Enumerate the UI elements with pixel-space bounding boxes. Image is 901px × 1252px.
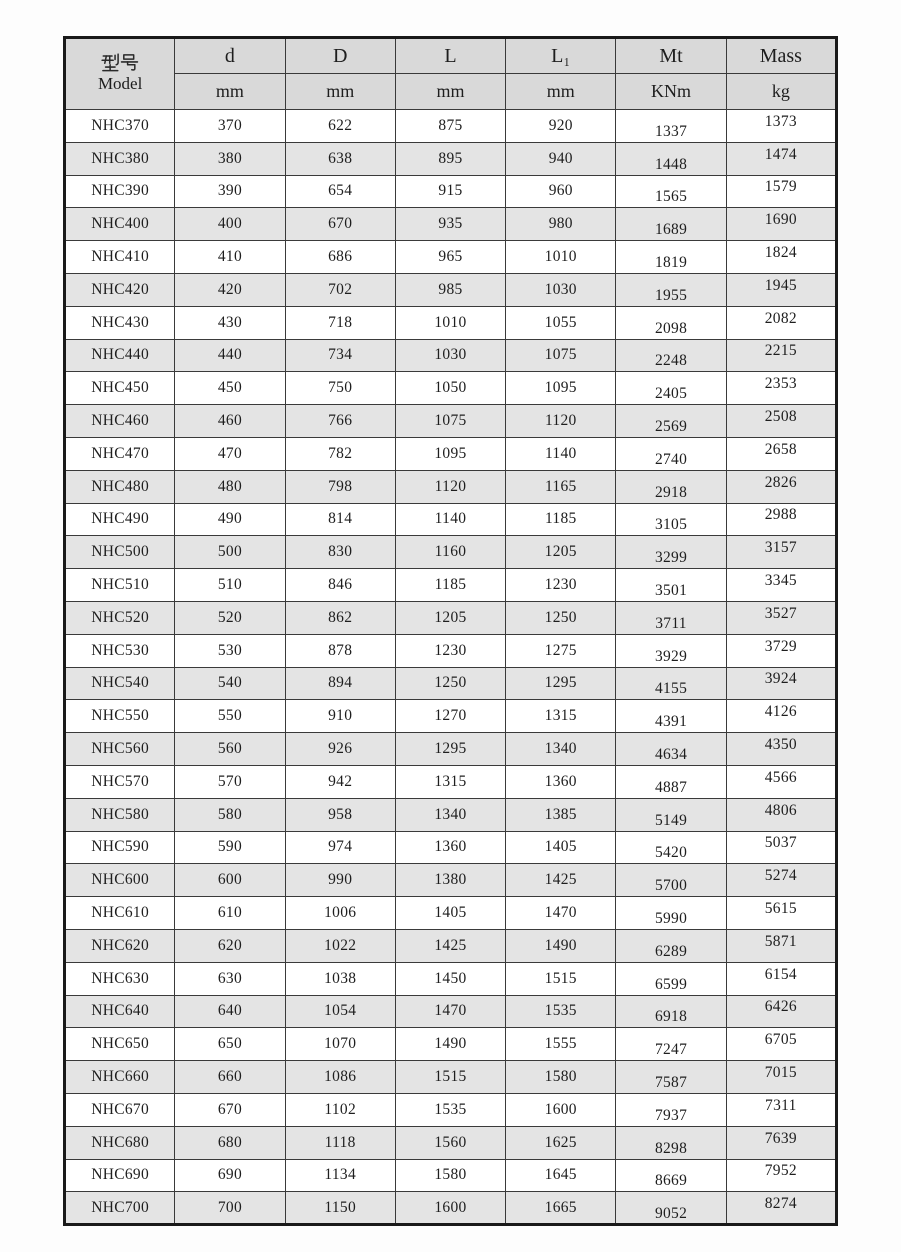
value-cell: 1086 [285,1061,395,1094]
unit-Mass: kg [726,74,836,110]
model-cell: NHC400 [65,208,175,241]
value-cell: 370 [175,110,285,143]
value-cell: 5990 [616,897,726,930]
model-cell: NHC480 [65,470,175,503]
value-cell: 915 [395,175,505,208]
table-row [65,897,837,930]
value-cell: 1380 [395,864,505,897]
value-cell: 980 [506,208,616,241]
value-cell: 1165 [506,470,616,503]
table-row [65,405,837,438]
value-cell: 686 [285,241,395,274]
value-cell: 990 [285,864,395,897]
value-cell: 490 [175,503,285,536]
value-cell: 1373 [726,110,836,143]
model-cell: NHC630 [65,962,175,995]
table-row [65,634,837,667]
value-cell: 862 [285,601,395,634]
value-cell: 5871 [726,929,836,962]
value-cell: 1945 [726,273,836,306]
model-cell: NHC700 [65,1192,175,1225]
value-cell: 1006 [285,897,395,930]
value-cell: 460 [175,405,285,438]
value-cell: 1102 [285,1093,395,1126]
value-cell: 5149 [616,798,726,831]
value-cell: 1315 [395,765,505,798]
value-cell: 1022 [285,929,395,962]
value-cell: 3157 [726,536,836,569]
value-cell: 1030 [395,339,505,372]
value-cell: 8274 [726,1192,836,1225]
value-cell: 4634 [616,733,726,766]
value-cell: 7247 [616,1028,726,1061]
value-cell: 926 [285,733,395,766]
value-cell: 2988 [726,503,836,536]
table-row [65,208,837,241]
value-cell: 6705 [726,1028,836,1061]
model-cell: NHC460 [65,405,175,438]
value-cell: 1819 [616,241,726,274]
table-row [65,1028,837,1061]
table-row [65,733,837,766]
value-cell: 4155 [616,667,726,700]
value-cell: 6289 [616,929,726,962]
model-cell: NHC440 [65,339,175,372]
value-cell: 560 [175,733,285,766]
value-cell: 1075 [395,405,505,438]
value-cell: 1160 [395,536,505,569]
model-cell: NHC680 [65,1126,175,1159]
value-cell: 3711 [616,601,726,634]
table-row [65,372,837,405]
unit-D: mm [285,74,395,110]
value-cell: 1560 [395,1126,505,1159]
value-cell: 638 [285,142,395,175]
value-cell: 1134 [285,1159,395,1192]
model-cell: NHC500 [65,536,175,569]
value-cell: 1340 [395,798,505,831]
value-cell: 1405 [506,831,616,864]
value-cell: 965 [395,241,505,274]
value-cell: 3729 [726,634,836,667]
value-cell: 875 [395,110,505,143]
value-cell: 590 [175,831,285,864]
value-cell: 1360 [506,765,616,798]
table-row [65,1159,837,1192]
model-cell: NHC650 [65,1028,175,1061]
model-cell: NHC450 [65,372,175,405]
col-header-L: L [395,38,505,74]
value-cell: 1955 [616,273,726,306]
value-cell: 1095 [506,372,616,405]
value-cell: 1450 [395,962,505,995]
value-cell: 5700 [616,864,726,897]
value-cell: 520 [175,601,285,634]
value-cell: 4887 [616,765,726,798]
table-row [65,569,837,602]
model-header-cell [65,38,175,110]
table-row [65,1126,837,1159]
table-row [65,765,837,798]
value-cell: 1205 [506,536,616,569]
value-cell: 2740 [616,437,726,470]
value-cell: 420 [175,273,285,306]
value-cell: 702 [285,273,395,306]
model-cell: NHC620 [65,929,175,962]
model-cell: NHC520 [65,601,175,634]
value-cell: 782 [285,437,395,470]
model-cell: NHC560 [65,733,175,766]
value-cell: 2248 [616,339,726,372]
value-cell: 680 [175,1126,285,1159]
value-cell: 878 [285,634,395,667]
value-cell: 1425 [395,929,505,962]
value-cell: 1565 [616,175,726,208]
value-cell: 1315 [506,700,616,733]
value-cell: 1535 [506,995,616,1028]
table-row [65,142,837,175]
model-cell: NHC430 [65,306,175,339]
value-cell: 5274 [726,864,836,897]
value-cell: 4806 [726,798,836,831]
value-cell: 540 [175,667,285,700]
model-header-zh-glyphs [100,53,140,72]
value-cell: 1555 [506,1028,616,1061]
value-cell: 1010 [506,241,616,274]
table-row [65,995,837,1028]
model-cell: NHC510 [65,569,175,602]
value-cell: 734 [285,339,395,372]
value-cell: 1337 [616,110,726,143]
value-cell: 1140 [506,437,616,470]
value-cell: 935 [395,208,505,241]
value-cell: 2918 [616,470,726,503]
value-cell: 920 [506,110,616,143]
value-cell: 974 [285,831,395,864]
value-cell: 660 [175,1061,285,1094]
col-header-L1: L₁ [506,38,616,74]
value-cell: 622 [285,110,395,143]
model-cell: NHC640 [65,995,175,1028]
value-cell: 7311 [726,1093,836,1126]
value-cell: 1490 [395,1028,505,1061]
value-cell: 7587 [616,1061,726,1094]
table-row [65,273,837,306]
table-body [65,110,837,1225]
value-cell: 3527 [726,601,836,634]
table-row [65,667,837,700]
value-cell: 718 [285,306,395,339]
value-cell: 1230 [395,634,505,667]
model-cell: NHC390 [65,175,175,208]
model-cell: NHC690 [65,1159,175,1192]
value-cell: 470 [175,437,285,470]
value-cell: 2826 [726,470,836,503]
value-cell: 1665 [506,1192,616,1225]
value-cell: 2569 [616,405,726,438]
value-cell: 1120 [395,470,505,503]
value-cell: 6426 [726,995,836,1028]
value-cell: 4566 [726,765,836,798]
value-cell: 1645 [506,1159,616,1192]
value-cell: 1689 [616,208,726,241]
model-cell: NHC660 [65,1061,175,1094]
value-cell: 670 [285,208,395,241]
value-cell: 1474 [726,142,836,175]
value-cell: 700 [175,1192,285,1225]
value-cell: 1140 [395,503,505,536]
table-row [65,929,837,962]
value-cell: 6154 [726,962,836,995]
value-cell: 1625 [506,1126,616,1159]
value-cell: 1579 [726,175,836,208]
table-row [65,864,837,897]
value-cell: 3929 [616,634,726,667]
value-cell: 2098 [616,306,726,339]
value-cell: 5615 [726,897,836,930]
value-cell: 1425 [506,864,616,897]
header-label-row [65,38,837,74]
value-cell: 910 [285,700,395,733]
value-cell: 895 [395,142,505,175]
value-cell: 440 [175,339,285,372]
value-cell: 1824 [726,241,836,274]
value-cell: 9052 [616,1192,726,1225]
value-cell: 7937 [616,1093,726,1126]
table-row [65,470,837,503]
value-cell: 1690 [726,208,836,241]
value-cell: 1205 [395,601,505,634]
value-cell: 3924 [726,667,836,700]
value-cell: 690 [175,1159,285,1192]
value-cell: 410 [175,241,285,274]
value-cell: 1600 [395,1192,505,1225]
model-cell: NHC570 [65,765,175,798]
value-cell: 1490 [506,929,616,962]
value-cell: 654 [285,175,395,208]
col-header-d: d [175,38,285,74]
value-cell: 1295 [395,733,505,766]
model-header-en-text: Model [97,74,143,94]
value-cell: 830 [285,536,395,569]
table-row [65,536,837,569]
value-cell: 7952 [726,1159,836,1192]
value-cell: 5420 [616,831,726,864]
value-cell: 1295 [506,667,616,700]
value-cell: 2508 [726,405,836,438]
value-cell: 3501 [616,569,726,602]
value-cell: 380 [175,142,285,175]
value-cell: 630 [175,962,285,995]
value-cell: 610 [175,897,285,930]
value-cell: 1385 [506,798,616,831]
value-cell: 960 [506,175,616,208]
model-cell: NHC580 [65,798,175,831]
value-cell: 400 [175,208,285,241]
value-cell: 1055 [506,306,616,339]
table-row [65,601,837,634]
value-cell: 1340 [506,733,616,766]
table-row [65,306,837,339]
value-cell: 1535 [395,1093,505,1126]
value-cell: 750 [285,372,395,405]
value-cell: 2658 [726,437,836,470]
model-cell: NHC420 [65,273,175,306]
value-cell: 894 [285,667,395,700]
value-cell: 480 [175,470,285,503]
value-cell: 1050 [395,372,505,405]
value-cell: 814 [285,503,395,536]
table-row [65,831,837,864]
col-header-D: D [285,38,395,74]
value-cell: 1095 [395,437,505,470]
value-cell: 4391 [616,700,726,733]
spec-table [63,36,838,1226]
table-row [65,437,837,470]
table-row [65,798,837,831]
value-cell: 985 [395,273,505,306]
value-cell: 1275 [506,634,616,667]
value-cell: 846 [285,569,395,602]
unit-Mt: KNm [616,74,726,110]
value-cell: 1054 [285,995,395,1028]
value-cell: 8669 [616,1159,726,1192]
model-cell: NHC490 [65,503,175,536]
value-cell: 766 [285,405,395,438]
model-cell: NHC370 [65,110,175,143]
value-cell: 1075 [506,339,616,372]
value-cell: 600 [175,864,285,897]
value-cell: 2082 [726,306,836,339]
value-cell: 1470 [506,897,616,930]
table-row [65,1061,837,1094]
unit-L1: mm [506,74,616,110]
value-cell: 1250 [506,601,616,634]
value-cell: 1580 [506,1061,616,1094]
table-header [65,38,837,110]
model-cell: NHC550 [65,700,175,733]
value-cell: 1030 [506,273,616,306]
value-cell: 550 [175,700,285,733]
value-cell: 1230 [506,569,616,602]
value-cell: 390 [175,175,285,208]
value-cell: 650 [175,1028,285,1061]
value-cell: 450 [175,372,285,405]
value-cell: 640 [175,995,285,1028]
value-cell: 1448 [616,142,726,175]
value-cell: 1270 [395,700,505,733]
value-cell: 2405 [616,372,726,405]
value-cell: 2215 [726,339,836,372]
value-cell: 6599 [616,962,726,995]
table-row [65,1093,837,1126]
value-cell: 1250 [395,667,505,700]
value-cell: 1580 [395,1159,505,1192]
unit-L: mm [395,74,505,110]
value-cell: 1118 [285,1126,395,1159]
model-cell: NHC410 [65,241,175,274]
value-cell: 670 [175,1093,285,1126]
model-cell: NHC530 [65,634,175,667]
value-cell: 3105 [616,503,726,536]
value-cell: 510 [175,569,285,602]
value-cell: 4126 [726,700,836,733]
value-cell: 1185 [395,569,505,602]
value-cell: 3299 [616,536,726,569]
table-row [65,339,837,372]
value-cell: 958 [285,798,395,831]
value-cell: 8298 [616,1126,726,1159]
model-cell: NHC380 [65,142,175,175]
value-cell: 798 [285,470,395,503]
table-row [65,175,837,208]
value-cell: 570 [175,765,285,798]
value-cell: 7015 [726,1061,836,1094]
value-cell: 620 [175,929,285,962]
value-cell: 6918 [616,995,726,1028]
value-cell: 1070 [285,1028,395,1061]
value-cell: 5037 [726,831,836,864]
table-row [65,110,837,143]
table-row [65,241,837,274]
table-row [65,1192,837,1225]
value-cell: 1150 [285,1192,395,1225]
model-cell: NHC590 [65,831,175,864]
value-cell: 430 [175,306,285,339]
model-cell: NHC470 [65,437,175,470]
value-cell: 1515 [395,1061,505,1094]
value-cell: 530 [175,634,285,667]
value-cell: 940 [506,142,616,175]
value-cell: 1010 [395,306,505,339]
col-header-Mass: Mass [726,38,836,74]
value-cell: 1185 [506,503,616,536]
value-cell: 1405 [395,897,505,930]
model-cell: NHC540 [65,667,175,700]
value-cell: 1515 [506,962,616,995]
value-cell: 500 [175,536,285,569]
value-cell: 1360 [395,831,505,864]
table-row [65,700,837,733]
value-cell: 1600 [506,1093,616,1126]
model-cell: NHC610 [65,897,175,930]
table-row [65,962,837,995]
value-cell: 1038 [285,962,395,995]
value-cell: 942 [285,765,395,798]
value-cell: 580 [175,798,285,831]
unit-d: mm [175,74,285,110]
value-cell: 3345 [726,569,836,602]
header-unit-row [65,74,837,110]
value-cell: 2353 [726,372,836,405]
table-row [65,503,837,536]
col-header-Mt: Mt [616,38,726,74]
value-cell: 4350 [726,733,836,766]
value-cell: 1470 [395,995,505,1028]
model-cell: NHC600 [65,864,175,897]
value-cell: 7639 [726,1126,836,1159]
model-cell: NHC670 [65,1093,175,1126]
value-cell: 1120 [506,405,616,438]
